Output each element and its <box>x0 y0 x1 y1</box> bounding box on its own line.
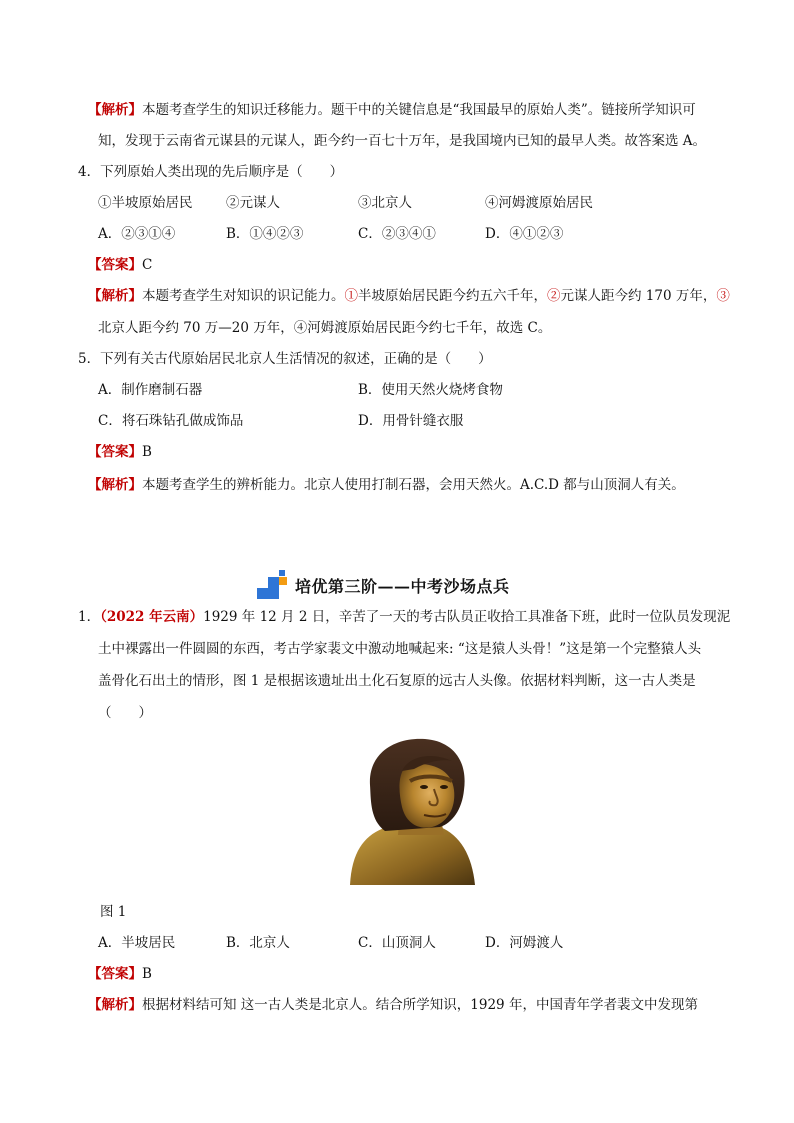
ancient-human-bust-image <box>340 735 480 890</box>
q4-item-1: ①半坡原始居民 <box>98 195 193 211</box>
q4-option-d: D．④①②③ <box>485 226 564 242</box>
s1-option-c: C．山顶洞人 <box>358 935 436 951</box>
q4-item-2: ②元谋人 <box>226 195 280 211</box>
q4-option-c: C．②③④① <box>358 226 436 242</box>
q5-option-a: A．制作磨制石器 <box>98 382 203 398</box>
s1-answer: 【答案】B <box>88 966 152 982</box>
s1-stem-line3: 盖骨化石出土的情形，图 1 是根据该遗址出土化石复原的远古人头像。依据材料判断，这一古人类是 <box>98 673 696 689</box>
q4-stem: 4．下列原始人类出现的先后顺序是（ ） <box>78 164 344 180</box>
q3-analysis-line1: 【解析】本题考查学生的知识迁移能力。题干中的关键信息是“我国最早的原始人类”。链接所学知识可 <box>88 102 696 118</box>
q5-stem: 5．下列有关古代原始居民北京人生活情况的叙述，正确的是（ ） <box>78 351 492 367</box>
q5-option-c: C．将石珠钻孔做成饰品 <box>98 413 244 429</box>
s1-option-b: B．北京人 <box>226 935 290 951</box>
q4-option-b: B．①④②③ <box>226 226 304 242</box>
q4-answer: 【答案】C <box>88 257 153 273</box>
q4-option-a: A．②③①④ <box>98 226 176 242</box>
q4-item-3: ③北京人 <box>358 195 412 211</box>
s1-source: （2022 年云南） <box>100 609 204 625</box>
q4-item-4: ④河姆渡原始居民 <box>485 195 593 211</box>
s1-analysis: 【解析】根据材料结可知 这一古人类是北京人。结合所学知识，1929 年，中国青年学者裴文中发现第 <box>88 997 698 1013</box>
s1-option-a: A．半坡居民 <box>98 935 176 951</box>
q4-analysis-line2: 北京人距今约 70 万—20 万年，④河姆渡原始居民距今约七千年，故选 C。 <box>98 320 552 336</box>
s1-stem-line2: 土中裸露出一件圆圆的东西，考古学家裴文中激动地喊起来: “这是猿人头骨！”这是第一个完整猿人头 <box>98 641 702 657</box>
q4-analysis-line1: 【解析】本题考查学生对知识的识记能力。①半坡原始居民距今约五六千年，②元谋人距今约 170 万年，③ <box>88 288 730 304</box>
q3-analysis-line2: 知，发现于云南省元谋县的元谋人，距今约一百七十万年，是我国境内已知的最早人类。故答案选 A。 <box>98 133 707 149</box>
s1-stem-line1: 1．（2022 年云南）1929 年 12 月 2 日，辛苦了一天的考古队员正收拾工具准备下班，此时一位队员发现泥 <box>78 609 731 625</box>
q5-answer: 【答案】B <box>88 444 152 460</box>
section-heading <box>255 570 510 600</box>
q5-option-d: D．用骨针缝衣服 <box>358 413 464 429</box>
analysis-tag: 【解析】 <box>88 102 142 118</box>
section-title: 培优第三阶——中考沙场点兵 <box>295 576 510 596</box>
q5-analysis: 【解析】本题考查学生的辨析能力。北京人使用打制石器，会用天然火。A.C.D 都与山顶洞人有关。 <box>88 477 685 493</box>
figure-caption: 图 1 <box>100 904 127 920</box>
q5-option-b: B．使用天然火烧烤食物 <box>358 382 503 398</box>
stair-blocks-icon <box>255 570 291 600</box>
s1-stem-line4: （ ） <box>98 705 152 721</box>
s1-option-d: D．河姆渡人 <box>485 935 564 951</box>
